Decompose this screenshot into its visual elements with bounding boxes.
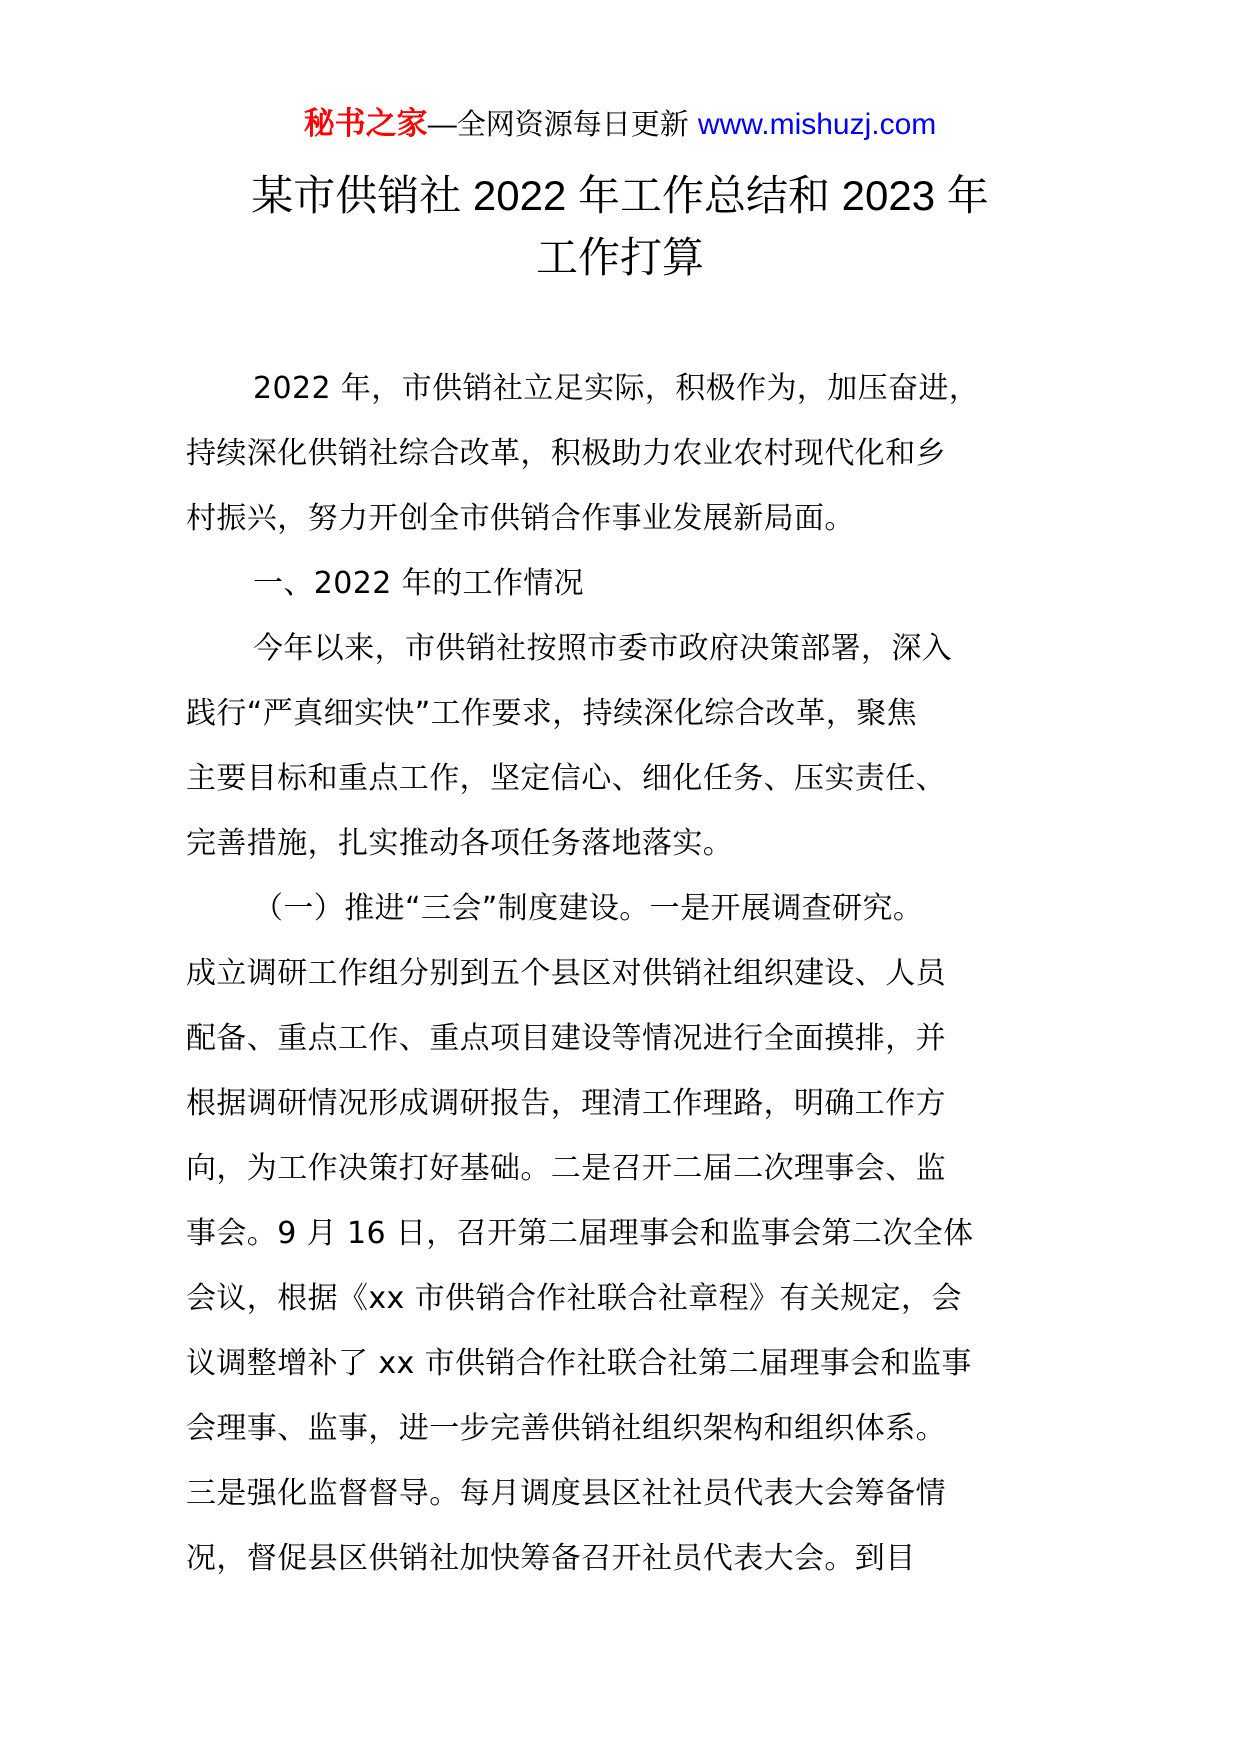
section-heading: 一、2022 年的工作情况 [253,566,585,601]
brand-name: 秘书之家 [303,106,428,141]
document-body [186,356,1066,1591]
paragraph-line: 事会。9 月 16 日，召开第二届理事会和监事会第二次全体 [186,1216,974,1251]
title-line-2: 工作打算 [535,234,704,281]
paragraph-line: 今年以来，市供销社按照市委市政府决策部署，深入 [253,631,953,666]
paragraph-line: 会理事、监事，进一步完善供销社组织架构和组织体系。 [186,1411,946,1446]
paragraph-line: 况，督促县区供销社加快筹备召开社员代表大会。到目 [186,1541,916,1576]
paragraph-line: 三是强化监督督导。每月调度县区社社员代表大会筹备情 [186,1476,946,1511]
paragraph-line: 成立调研工作组分别到五个县区对供销社组织建设、人员 [186,956,946,991]
paragraph-line: 完善措施，扎实推动各项任务落地落实。 [186,826,734,861]
paragraph-line: 持续深化供销社综合改革，积极助力农业农村现代化和乡 [186,436,946,471]
paragraph-line: 村振兴，努力开创全市供销合作事业发展新局面。 [186,501,855,536]
paragraph-line: 会议，根据《xx 市供销合作社联合社章程》有关规定，会 [186,1281,962,1316]
brand-slogan: —全网资源每日更新 [427,109,689,141]
paragraph-line: 主要目标和重点工作，坚定信心、细化任务、压实责任、 [186,761,946,796]
paragraph-line: 根据调研情况形成调研报告，理清工作理路，明确工作方 [186,1086,946,1121]
paragraph-line: 2022 年，市供销社立足实际，积极作为，加压奋进， [253,371,980,406]
watermark-header [0,104,1240,145]
document-title [0,165,1240,289]
paragraph-line: 配备、重点工作、重点项目建设等情况进行全面摸排，并 [186,1021,946,1056]
paragraph-line: 议调整增补了 xx 市供销合作社联合社第二届理事会和监事 [186,1346,972,1381]
paragraph-line: 向，为工作决策打好基础。二是召开二届二次理事会、监 [186,1151,946,1186]
brand-url-link[interactable]: www.mishuzj.com [697,108,937,141]
title-line-1: 某市供销社 2022 年工作总结和 2023 年 [251,172,989,219]
paragraph-line: 践行“严真细实快”工作要求，持续深化综合改革，聚焦 [186,696,918,731]
subsection-line: （一）推进“三会”制度建设。一是开展调查研究。 [253,891,924,926]
